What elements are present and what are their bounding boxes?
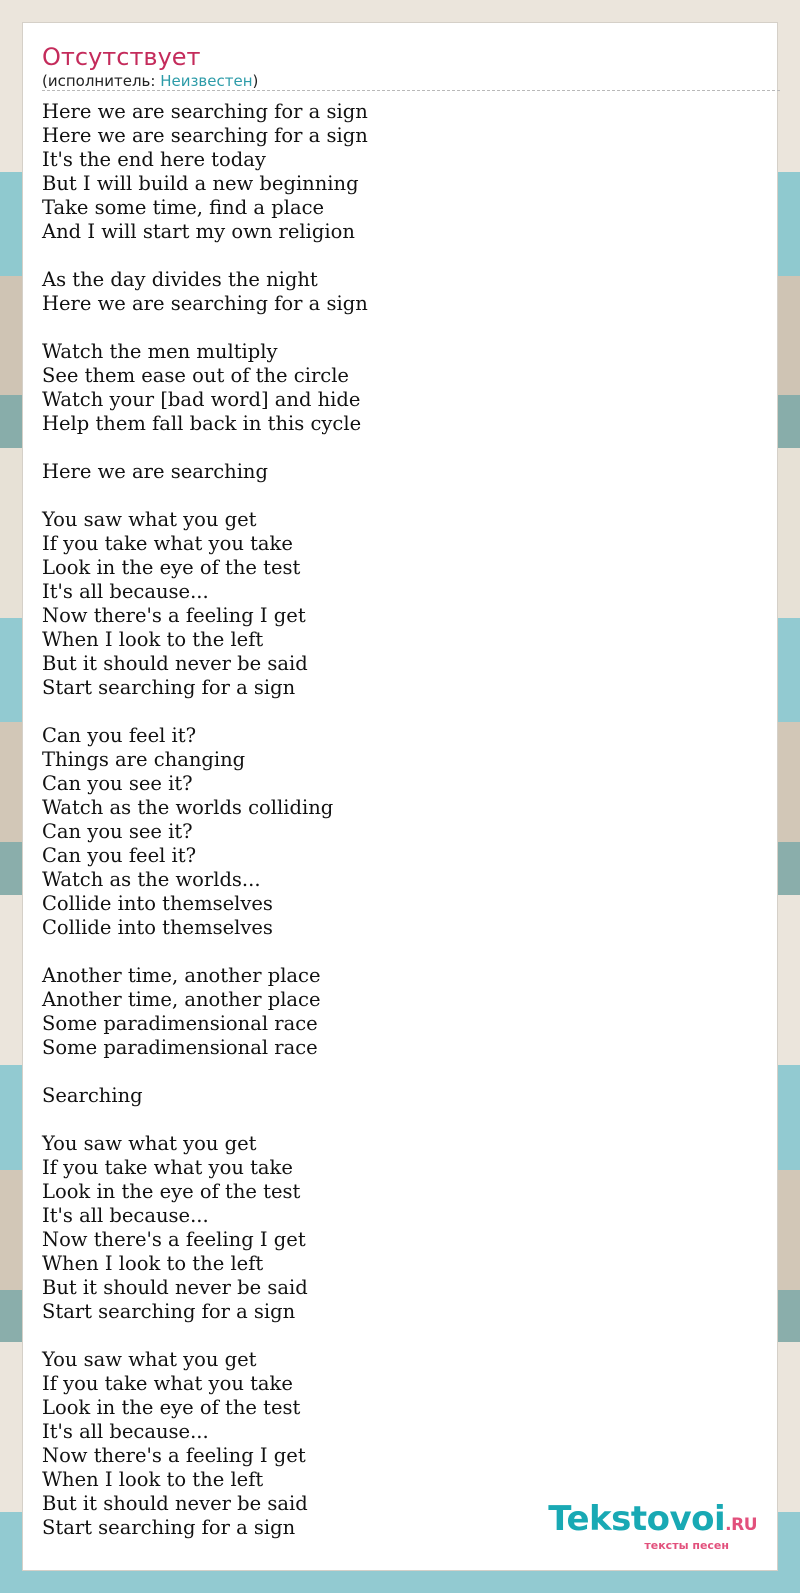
song-title: Отсутствует [42,43,201,71]
site-logo[interactable] [548,1501,757,1552]
lyrics-card [22,22,778,1571]
artist-prefix: (исполнитель: [42,72,161,90]
logo-tagline: тексты песен [644,1539,729,1552]
title-divider [42,90,780,91]
logo-domain: .RU [725,1515,757,1535]
artist-line [42,72,258,90]
lyrics-text: Here we are searching for a sign Here we are searching for a sign It's the end here today But I will build a new beginning Take some time, find a place And I will start my own religion As the day divides the night Here we are searching for a sign Watch the men multiply See them ease out of the circle Watch your [bad word] and hide Help them fall back in this cycle Here we are searching You saw what you get If you take what you take Look in the eye of the test It's all because... Now there's a feeling I get When I look to the left But it should never be said Start searching for a sign Can you feel it? Things are changing Can you see it? Watch as the worlds colliding Can you see it? Can you feel it? Watch as the worlds... Collide into themselves Collide into themselves Another time, another place Another time, another place Some paradimensional race Some paradimensional race Searching You saw what you get If you take what you take Look in the eye of the test It's all because... Now there's a feeling I get When I look to the left But it should never be said Start searching for a sign You saw what you get If you take what you take Look in the eye of the test It's all because... Now there's a feeling I get When I look to the left But it should never be said Start searching for a sign [42,100,368,1539]
artist-link[interactable]: Неизвестен [160,72,253,90]
logo-name: Tekstovoi [548,1499,726,1539]
artist-suffix: ) [252,72,259,90]
logo-wordmark [548,1501,757,1543]
